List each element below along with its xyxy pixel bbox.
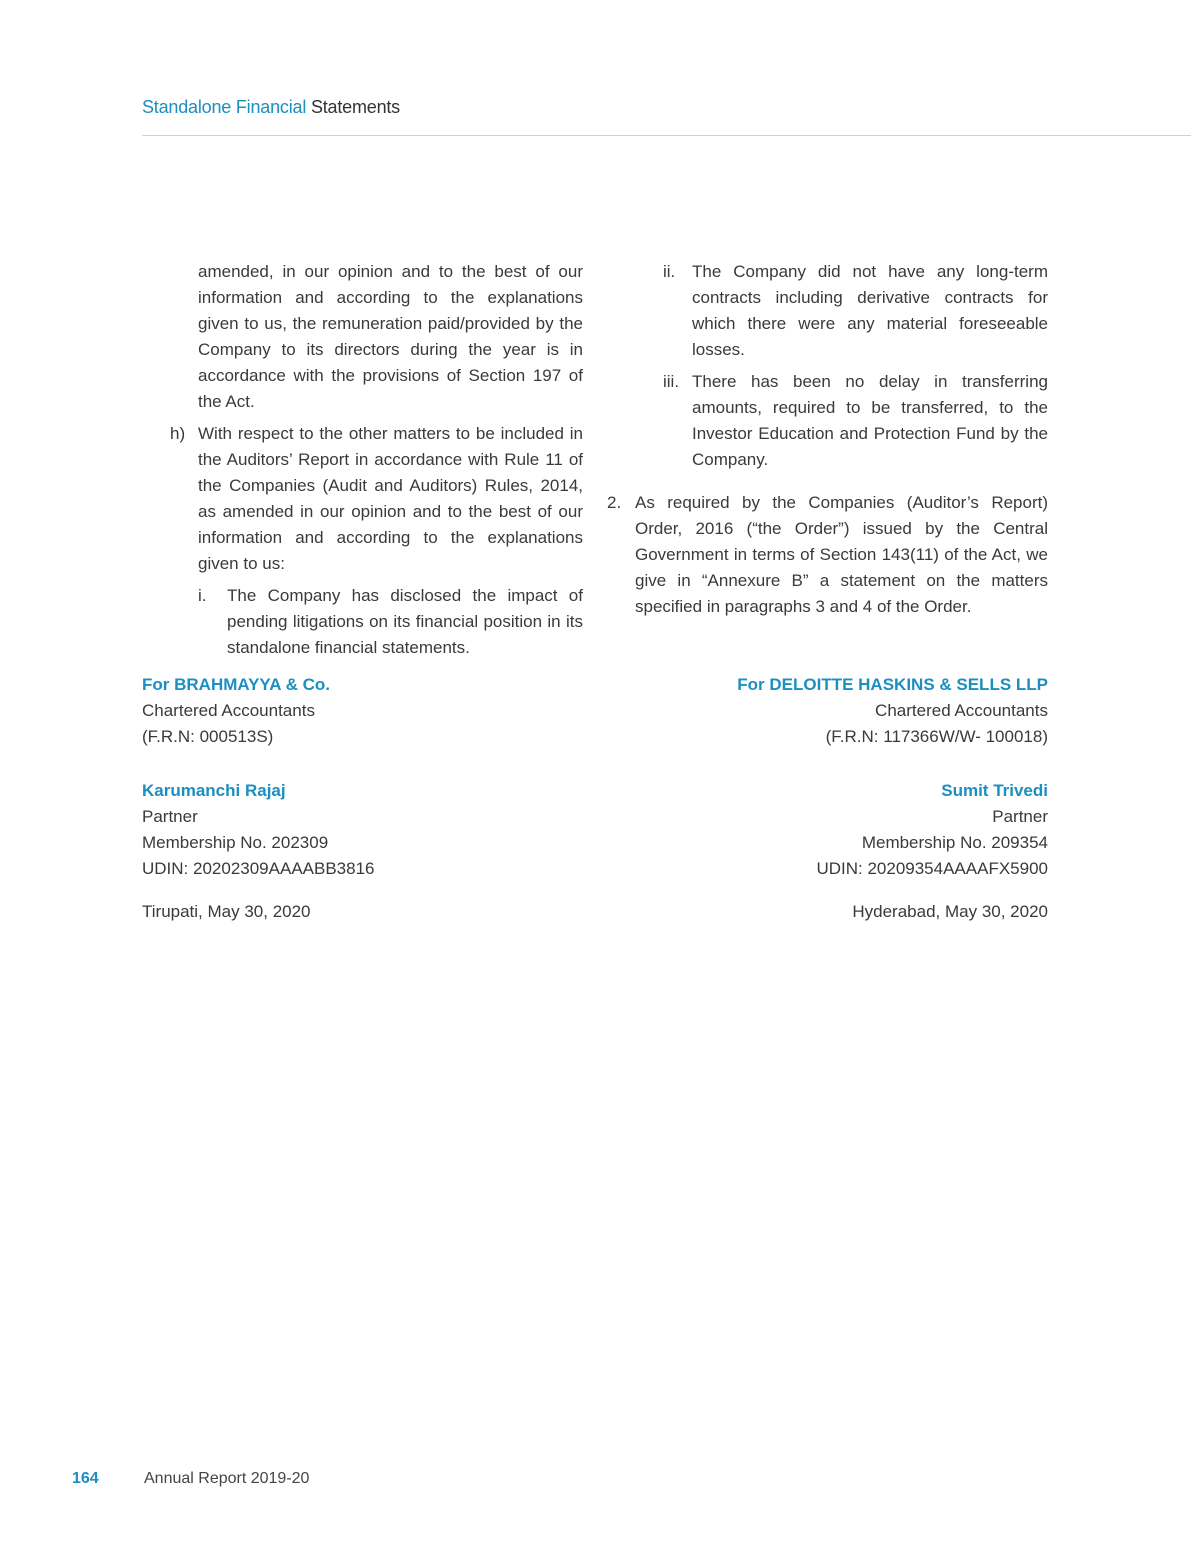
signature-block-right (648, 672, 1048, 925)
left-column (142, 259, 583, 661)
signatory-name: Karumanchi Rajaj (142, 781, 286, 800)
udin: UDIN: 20202309AAAABB3816 (142, 859, 375, 878)
signature-block-left (142, 672, 562, 925)
list-item-h (142, 421, 583, 577)
place-date: Tirupati, May 30, 2020 (142, 902, 311, 921)
list-text-i: The Company has disclosed the impact of pending litigations on its financial position in its standalone financial statements. (227, 586, 583, 657)
list-marker-h: h) (170, 424, 186, 443)
signatory-role: Partner (142, 807, 198, 826)
place-date: Hyderabad, May 30, 2020 (852, 902, 1048, 921)
signatory-role: Partner (992, 807, 1048, 826)
signatory-name: Sumit Trivedi (941, 781, 1048, 800)
membership-number: Membership No. 202309 (142, 833, 329, 852)
section-header (142, 97, 400, 118)
header-divider (142, 135, 1191, 136)
firm-name: For DELOITTE HASKINS & SELLS LLP (737, 675, 1048, 694)
continuation-paragraph (142, 259, 583, 415)
list-text-ii: The Company did not have any long-term contracts including derivative contracts for which there were any material foreseeable losses. (692, 262, 1048, 359)
list-marker-i: i. (198, 586, 207, 605)
list-text-iii: There has been no delay in transferring amounts, required to be transferred, to the Investor Education and Protection Fund by the Company. (692, 372, 1048, 469)
report-title: Annual Report 2019-20 (144, 1470, 310, 1487)
membership-number: Membership No. 209354 (861, 833, 1048, 852)
list-marker-2: 2. (607, 493, 622, 512)
list-item-i (142, 583, 583, 661)
udin: UDIN: 20209354AAAAFX5900 (816, 859, 1048, 878)
page-number: 164 (72, 1470, 99, 1487)
list-item-2 (606, 490, 1048, 620)
header-title-rest: Statements (310, 97, 400, 117)
firm-name: For BRAHMAYYA & Co. (142, 675, 330, 694)
header-title-accent: Standalone Financial (142, 97, 307, 117)
list-marker-iii: iii. (663, 372, 680, 391)
list-text-h: With respect to the other matters to be included in the Auditors’ Report in accordance with Rule 11 of the Companies (Audit and Auditors) Rules, 2014, as amended in our opinion and to the best of our information and according to the explanations given to us: (198, 424, 583, 573)
list-item-ii (606, 259, 1048, 363)
firm-designation: Chartered Accountants (142, 701, 315, 720)
list-text-2: As required by the Companies (Auditor’s Report) Order, 2016 (“the Order”) issued by the Central Government in terms of Section 143(11) of the Act, we give in “Annexure B” a statement on the matters specified in paragraphs 3 and 4 of the Order. (635, 493, 1048, 616)
list-marker-ii: ii. (663, 262, 676, 281)
right-column (606, 259, 1048, 620)
list-item-iii (606, 369, 1048, 473)
continuation-text: amended, in our opinion and to the best of our information and according to the explanations given to us, the remuneration paid/provided by the Company to its directors during the year is in accordance with the provisions of Section 197 of the Act. (198, 262, 583, 411)
firm-registration: (F.R.N: 117366W/W- 100018) (825, 727, 1048, 746)
firm-registration: (F.R.N: 000513S) (142, 727, 274, 746)
firm-designation: Chartered Accountants (875, 701, 1048, 720)
